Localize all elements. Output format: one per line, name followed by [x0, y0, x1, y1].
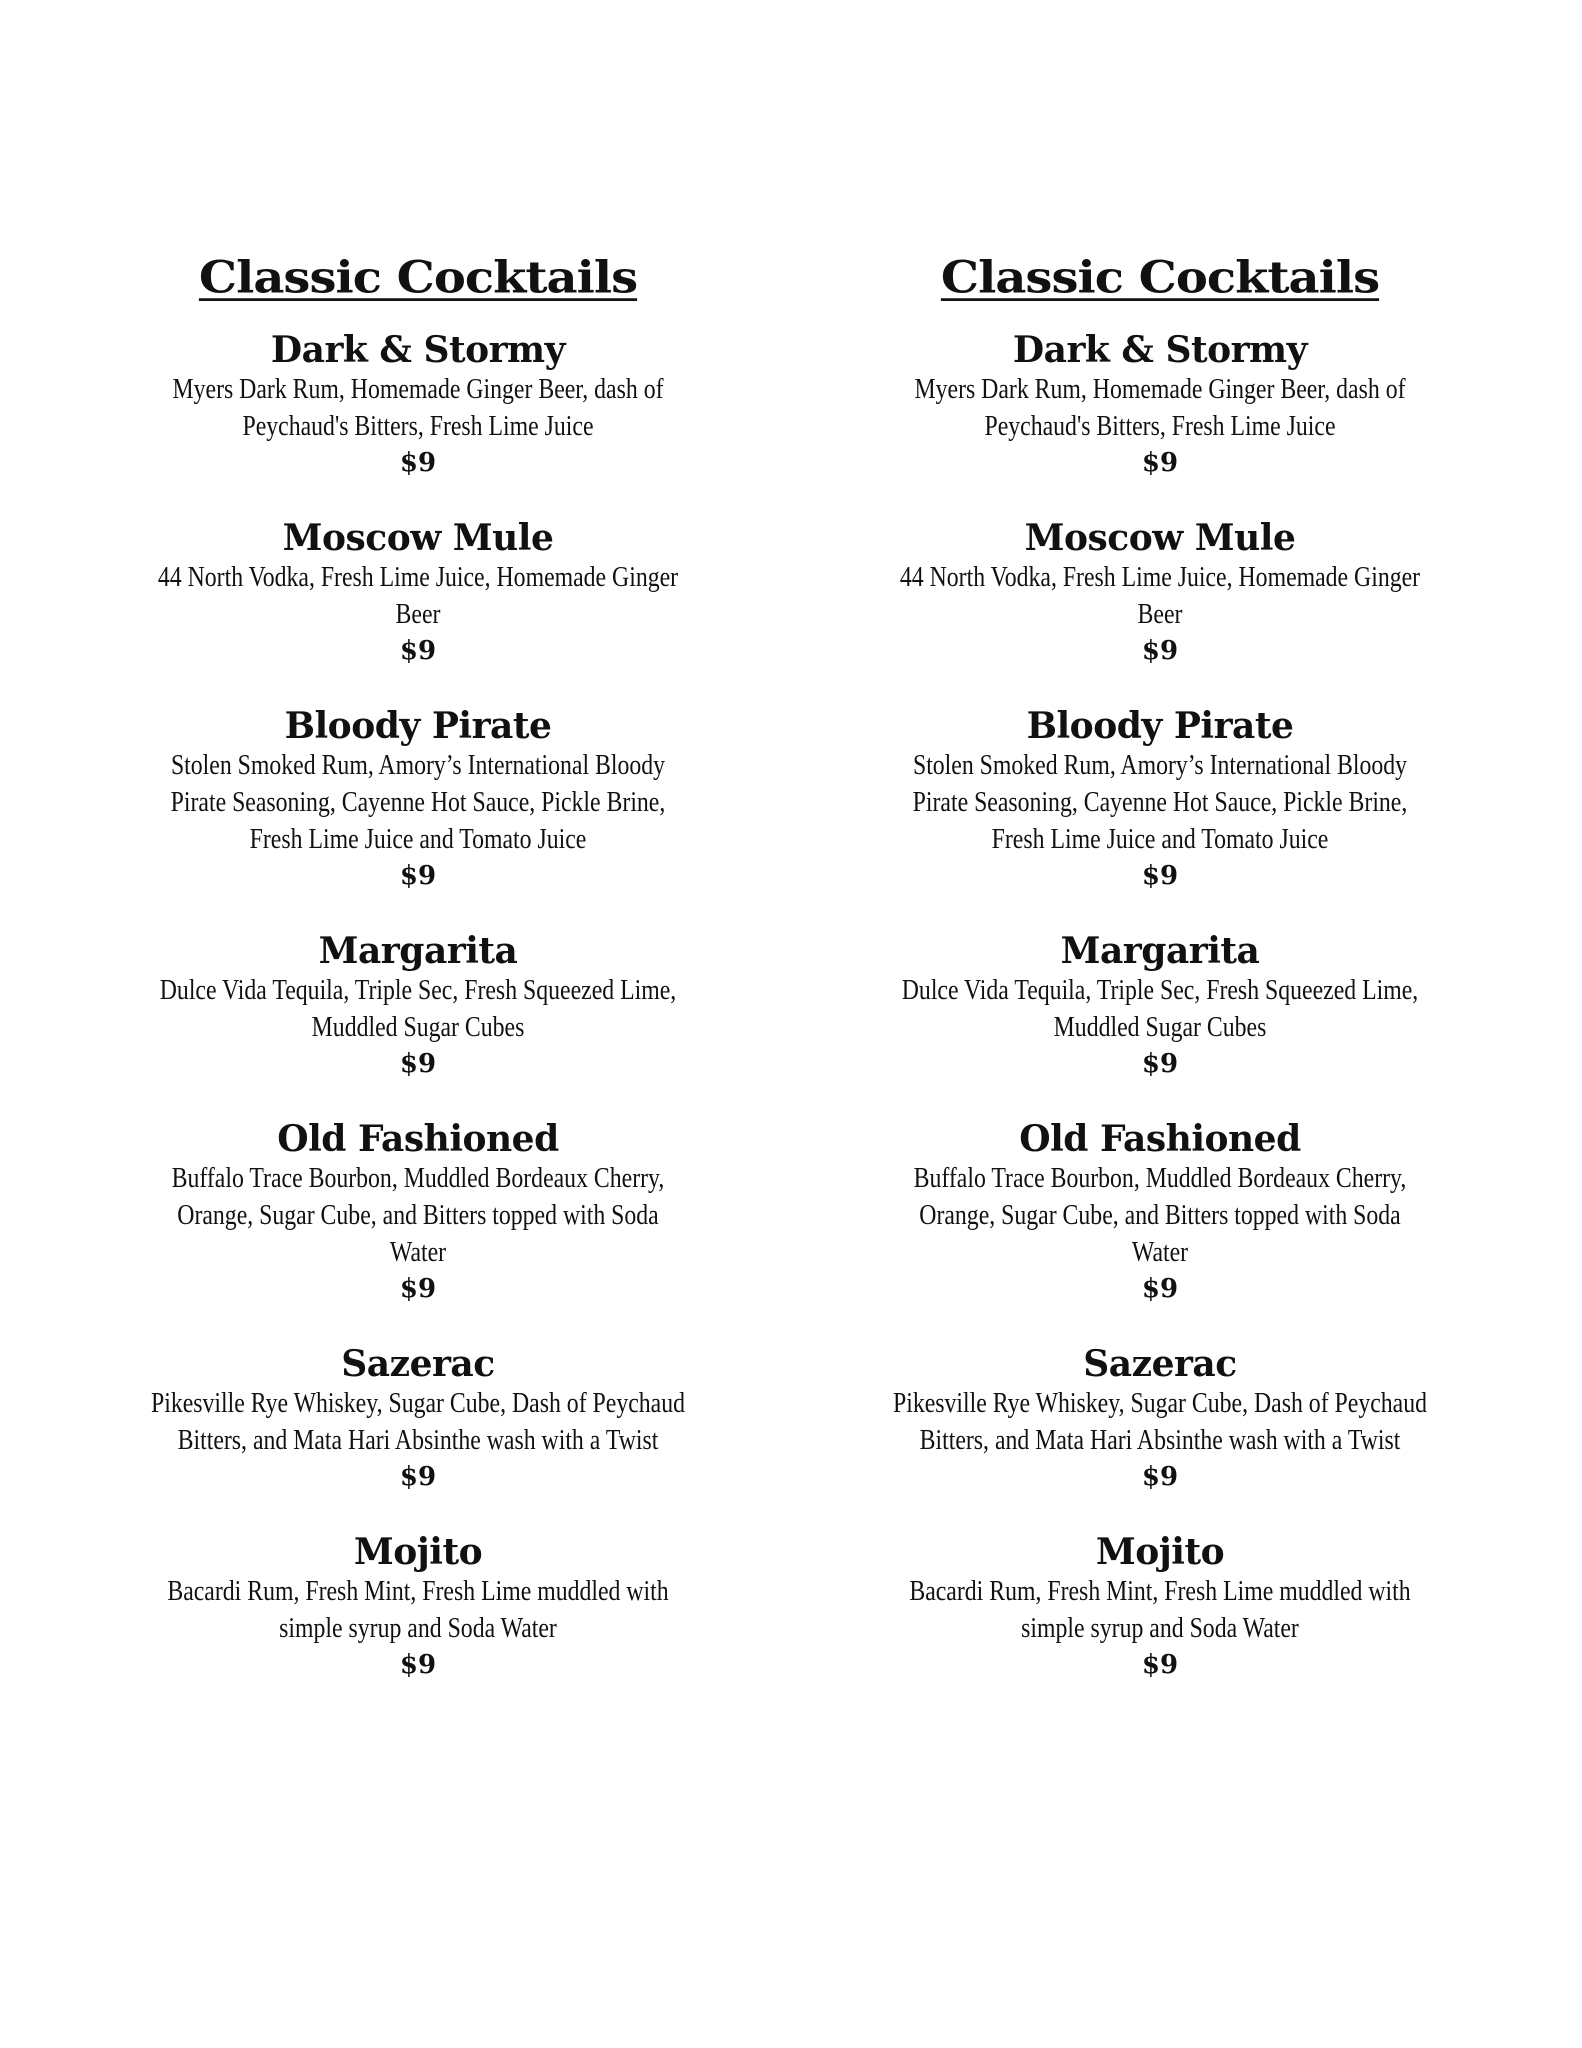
menu-item-old-fashioned	[68, 1118, 768, 1307]
menu-column-right	[810, 250, 1510, 1719]
item-description: Pikesville Rye Whiskey, Sugar Cube, Dash of Peychaud Bitters, and Mata Hari Absinthe wash with a Twist	[892, 1387, 1428, 1456]
menu-item-dark-stormy	[68, 329, 768, 481]
item-name: Mojito	[1095, 1531, 1225, 1573]
item-name: Old Fashioned	[1019, 1118, 1301, 1160]
menu-item-moscow-mule	[810, 517, 1510, 669]
menu-item-margarita	[68, 930, 768, 1082]
item-description: Pikesville Rye Whiskey, Sugar Cube, Dash of Peychaud Bitters, and Mata Hari Absinthe wash with a Twist	[150, 1387, 686, 1456]
item-price: $9	[1141, 448, 1179, 478]
menu-item-mojito	[810, 1531, 1510, 1683]
item-name: Dark & Stormy	[1012, 329, 1308, 371]
menu-title: Classic Cocktails	[198, 252, 638, 304]
item-description: 44 North Vodka, Fresh Lime Juice, Homemade Ginger Beer	[899, 561, 1421, 630]
item-name: Sazerac	[1083, 1343, 1237, 1385]
item-description: Myers Dark Rum, Homemade Ginger Beer, dash of Peychaud's Bitters, Fresh Lime Juice	[914, 373, 1406, 442]
item-price: $9	[399, 636, 437, 666]
item-description: Buffalo Trace Bourbon, Muddled Bordeaux Cherry, Orange, Sugar Cube, and Bitters topped with Soda Water	[171, 1162, 665, 1268]
item-description: Dulce Vida Tequila, Triple Sec, Fresh Squeezed Lime, Muddled Sugar Cubes	[159, 974, 677, 1043]
item-description: 44 North Vodka, Fresh Lime Juice, Homemade Ginger Beer	[157, 561, 679, 630]
menu-item-sazerac	[68, 1343, 768, 1495]
menu-item-mojito	[68, 1531, 768, 1683]
item-description: Buffalo Trace Bourbon, Muddled Bordeaux Cherry, Orange, Sugar Cube, and Bitters topped with Soda Water	[913, 1162, 1407, 1268]
item-name: Moscow Mule	[1024, 517, 1296, 559]
item-description: Bacardi Rum, Fresh Mint, Fresh Lime muddled with simple syrup and Soda Water	[909, 1575, 1411, 1644]
item-name: Bloody Pirate	[1026, 705, 1294, 747]
item-price: $9	[1141, 1650, 1179, 1680]
item-description: Dulce Vida Tequila, Triple Sec, Fresh Squeezed Lime, Muddled Sugar Cubes	[901, 974, 1419, 1043]
menu-item-bloody-pirate	[68, 705, 768, 894]
item-name: Old Fashioned	[277, 1118, 559, 1160]
item-price: $9	[1141, 1462, 1179, 1492]
item-name: Dark & Stormy	[270, 329, 566, 371]
menu-item-dark-stormy	[810, 329, 1510, 481]
menu-item-old-fashioned	[810, 1118, 1510, 1307]
item-description: Myers Dark Rum, Homemade Ginger Beer, dash of Peychaud's Bitters, Fresh Lime Juice	[172, 373, 664, 442]
item-description: Stolen Smoked Rum, Amory’s International Bloody Pirate Seasoning, Cayenne Hot Sauce, Pickle Brine, Fresh Lime Juice and Tomato Juice	[170, 749, 666, 855]
item-price: $9	[399, 448, 437, 478]
item-description: Bacardi Rum, Fresh Mint, Fresh Lime muddled with simple syrup and Soda Water	[167, 1575, 669, 1644]
menu-item-bloody-pirate	[810, 705, 1510, 894]
menu-item-moscow-mule	[68, 517, 768, 669]
item-name: Margarita	[318, 930, 518, 972]
item-price: $9	[399, 861, 437, 891]
menu-title: Classic Cocktails	[940, 252, 1380, 304]
item-name: Mojito	[353, 1531, 483, 1573]
item-name: Bloody Pirate	[284, 705, 552, 747]
item-name: Sazerac	[341, 1343, 495, 1385]
item-price: $9	[1141, 1049, 1179, 1079]
menu-item-sazerac	[810, 1343, 1510, 1495]
item-description: Stolen Smoked Rum, Amory’s International Bloody Pirate Seasoning, Cayenne Hot Sauce, Pickle Brine, Fresh Lime Juice and Tomato Juice	[912, 749, 1408, 855]
item-price: $9	[399, 1274, 437, 1304]
item-name: Margarita	[1060, 930, 1260, 972]
item-price: $9	[1141, 1274, 1179, 1304]
item-name: Moscow Mule	[282, 517, 554, 559]
menu-item-margarita	[810, 930, 1510, 1082]
item-price: $9	[399, 1462, 437, 1492]
menu-column-left	[68, 250, 768, 1719]
item-price: $9	[399, 1650, 437, 1680]
item-price: $9	[1141, 636, 1179, 666]
item-price: $9	[399, 1049, 437, 1079]
item-price: $9	[1141, 861, 1179, 891]
